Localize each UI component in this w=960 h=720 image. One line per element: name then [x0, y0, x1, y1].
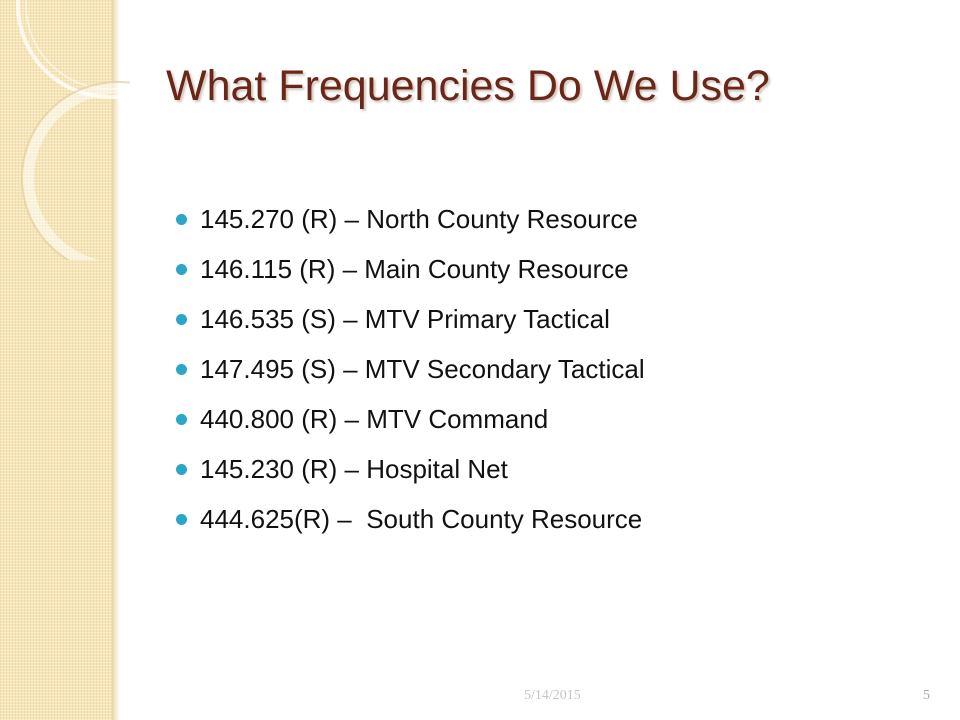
- bullet-item: [176, 496, 645, 546]
- bullet-text: 146.535 (S) – MTV Primary Tactical: [200, 304, 610, 334]
- bullet-item: [176, 246, 645, 296]
- bullet-text: 146.115 (R) – Main County Resource: [200, 254, 629, 284]
- bullet-text: 145.270 (R) – North County Resource: [200, 204, 638, 234]
- bullet-text: 440.800 (R) – MTV Command: [200, 404, 549, 434]
- bullet-dot-icon: [176, 264, 187, 275]
- bullet-dot-icon: [176, 364, 187, 375]
- bullet-list: [176, 196, 645, 546]
- bullet-item: [176, 446, 645, 496]
- bullet-text: 145.230 (R) – Hospital Net: [200, 454, 508, 484]
- bullet-text: 147.495 (S) – MTV Secondary Tactical: [200, 354, 645, 384]
- footer-date: 5/14/2015: [524, 688, 581, 703]
- slide-title: What Frequencies Do We Use?: [166, 62, 770, 110]
- decorative-circles: [0, 0, 130, 260]
- bullet-item: [176, 296, 645, 346]
- bullet-dot-icon: [176, 414, 187, 425]
- bullet-dot-icon: [176, 214, 187, 225]
- bullet-dot-icon: [176, 314, 187, 325]
- bullet-item: [176, 396, 645, 446]
- bullet-item: [176, 196, 645, 246]
- bullet-item: [176, 346, 645, 396]
- bullet-text: 444.625(R) – South County Resource: [200, 504, 643, 534]
- page-number: 5: [923, 688, 930, 703]
- bullet-dot-icon: [176, 514, 187, 525]
- bullet-dot-icon: [176, 464, 187, 475]
